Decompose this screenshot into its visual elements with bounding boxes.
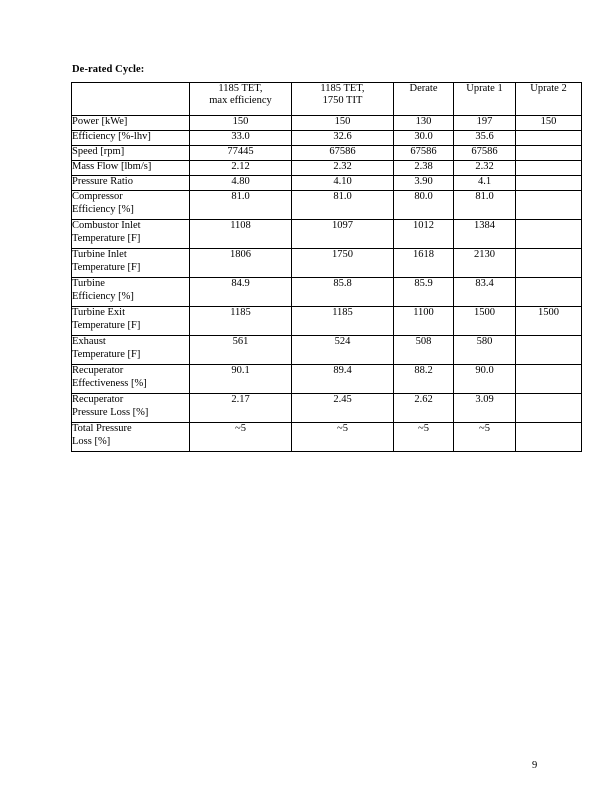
table-cell: 2.38 [394,161,454,176]
table-cell [516,146,582,161]
table-cell: ~5 [454,423,516,452]
table-cell: ~5 [292,423,394,452]
table-column-header-line1: 1185 TET, [320,83,365,94]
table-row-label-line2: Temperature [F] [72,348,141,360]
table-row-label-line2: Temperature [F] [72,319,141,331]
table-row [72,336,582,365]
table-row-label [72,131,190,146]
table-row [72,307,582,336]
table-cell: 81.0 [454,191,516,220]
table-cell: 150 [190,116,292,131]
table-cell: 85.9 [394,278,454,307]
table-cell [516,176,582,191]
table-row-label [72,336,190,365]
table-cell: 67586 [292,146,394,161]
table-cell: 1750 [292,249,394,278]
table-cell: 524 [292,336,394,365]
table-row-label-line1: Recuperator [72,394,124,405]
table-row [72,161,582,176]
table-row-label [72,249,190,278]
table-row [72,176,582,191]
table-row [72,146,582,161]
table-row [72,249,582,278]
table-column-header-3 [394,83,454,116]
table-row-label [72,116,190,131]
table-cell: 84.9 [190,278,292,307]
table-row-label-line1: Recuperator [72,365,124,376]
table-cell: 197 [454,116,516,131]
table-cell: 90.1 [190,365,292,394]
table-cell: 81.0 [190,191,292,220]
table-row-label [72,220,190,249]
table-cell: 81.0 [292,191,394,220]
table-cell: 4.1 [454,176,516,191]
table-column-header-line2: 1750 TIT [322,95,363,107]
table-cell: 30.0 [394,131,454,146]
table-cell: 4.80 [190,176,292,191]
table-cell: 33.0 [190,131,292,146]
table-cell: 80.0 [394,191,454,220]
table-cell: 1384 [454,220,516,249]
table-cell [516,394,582,423]
table-cell: 1108 [190,220,292,249]
table-cell: 1012 [394,220,454,249]
table-cell: 130 [394,116,454,131]
table-cell: 1806 [190,249,292,278]
table-cell: 1185 [292,307,394,336]
table-cell: 1097 [292,220,394,249]
table-row [72,116,582,131]
table-cell: 77445 [190,146,292,161]
page-heading: De-rated Cycle: [72,64,145,75]
table-column-header-5 [516,83,582,116]
table-row-label-line2: Effectiveness [%] [72,377,147,389]
table-row-label-line2: Pressure Loss [%] [72,406,149,418]
table-row-label [72,146,190,161]
table-row-label-line1: Compressor [72,191,123,202]
table-cell: 150 [292,116,394,131]
table-cell: 88.2 [394,365,454,394]
table-row-label-line2: Efficiency [%] [72,203,134,215]
table-cell: 90.0 [454,365,516,394]
table-cell: 1500 [454,307,516,336]
table-cell: 580 [454,336,516,365]
table-cell [516,278,582,307]
table-row [72,365,582,394]
table-cell: 1500 [516,307,582,336]
table-row-label-line1: Total Pressure [72,423,132,434]
table-cell [516,161,582,176]
table-cell: 3.09 [454,394,516,423]
table-cell: 83.4 [454,278,516,307]
table-cell [516,131,582,146]
table-row-label [72,278,190,307]
table-cell: 2130 [454,249,516,278]
table-header-row [72,83,582,116]
table-cell: 89.4 [292,365,394,394]
de-rated-cycle-table [71,82,582,452]
table-row-label-line1: Mass Flow [lbm/s] [72,161,152,172]
table-row [72,131,582,146]
table-cell: 3.90 [394,176,454,191]
table-cell [516,336,582,365]
table-cell: 35.6 [454,131,516,146]
table-cell: 2.17 [190,394,292,423]
table-column-header-line1: Derate [409,83,438,94]
table-body [72,116,582,452]
table-cell: 2.62 [394,394,454,423]
table-cell: ~5 [394,423,454,452]
table-row-label [72,307,190,336]
table-cell: 4.10 [292,176,394,191]
table-row-label-line1: Efficiency [%-lhv] [72,131,151,142]
table-cell: 2.12 [190,161,292,176]
table-row-label [72,191,190,220]
table-cell [516,220,582,249]
table-column-header-line1: 1185 TET, [218,83,263,94]
table-cell: 1185 [190,307,292,336]
table-column-header-4 [454,83,516,116]
table-cell [516,365,582,394]
table-column-header-line2: max efficiency [209,95,272,107]
table-row-label-line2: Efficiency [%] [72,290,134,302]
table-cell: 508 [394,336,454,365]
table-cell: 2.45 [292,394,394,423]
table-row-label-line1: Turbine Inlet [72,249,127,260]
table-cell: 67586 [454,146,516,161]
table-row [72,191,582,220]
table-column-header-0 [72,83,190,116]
table-row-label [72,423,190,452]
page-number: 9 [532,760,538,771]
table-cell: 67586 [394,146,454,161]
table-column-header-1 [190,83,292,116]
table-cell [516,191,582,220]
table-cell: 561 [190,336,292,365]
table-header [72,83,582,116]
table-cell [516,249,582,278]
table-cell: 85.8 [292,278,394,307]
table-row-label-line1: Power [kWe] [72,116,128,127]
table-row-label [72,394,190,423]
table-row [72,423,582,452]
table-cell: 2.32 [292,161,394,176]
table-row-label-line1: Pressure Ratio [72,176,133,187]
table-row-label-line1: Speed [rpm] [72,146,125,157]
table-row-label-line1: Turbine Exit [72,307,125,318]
table-row-label-line2: Temperature [F] [72,261,141,273]
table-column-header-line1: Uprate 2 [530,83,567,94]
table-cell: 150 [516,116,582,131]
table-cell: ~5 [190,423,292,452]
table-row-label [72,161,190,176]
table-row-label [72,176,190,191]
table-row [72,220,582,249]
table-column-header-line1: Uprate 1 [466,83,503,94]
table-cell: 2.32 [454,161,516,176]
table-row-label [72,365,190,394]
table-cell: 1618 [394,249,454,278]
table-cell [516,423,582,452]
table-row-label-line2: Temperature [F] [72,232,141,244]
table-row-label-line1: Combustor Inlet [72,220,141,231]
table-row-label-line2: Loss [%] [72,435,111,447]
table-cell: 32.6 [292,131,394,146]
table-row-label-line1: Exhaust [72,336,106,347]
table-column-header-2 [292,83,394,116]
table-row [72,394,582,423]
table-cell: 1100 [394,307,454,336]
table-row-label-line1: Turbine [72,278,105,289]
table-row [72,278,582,307]
